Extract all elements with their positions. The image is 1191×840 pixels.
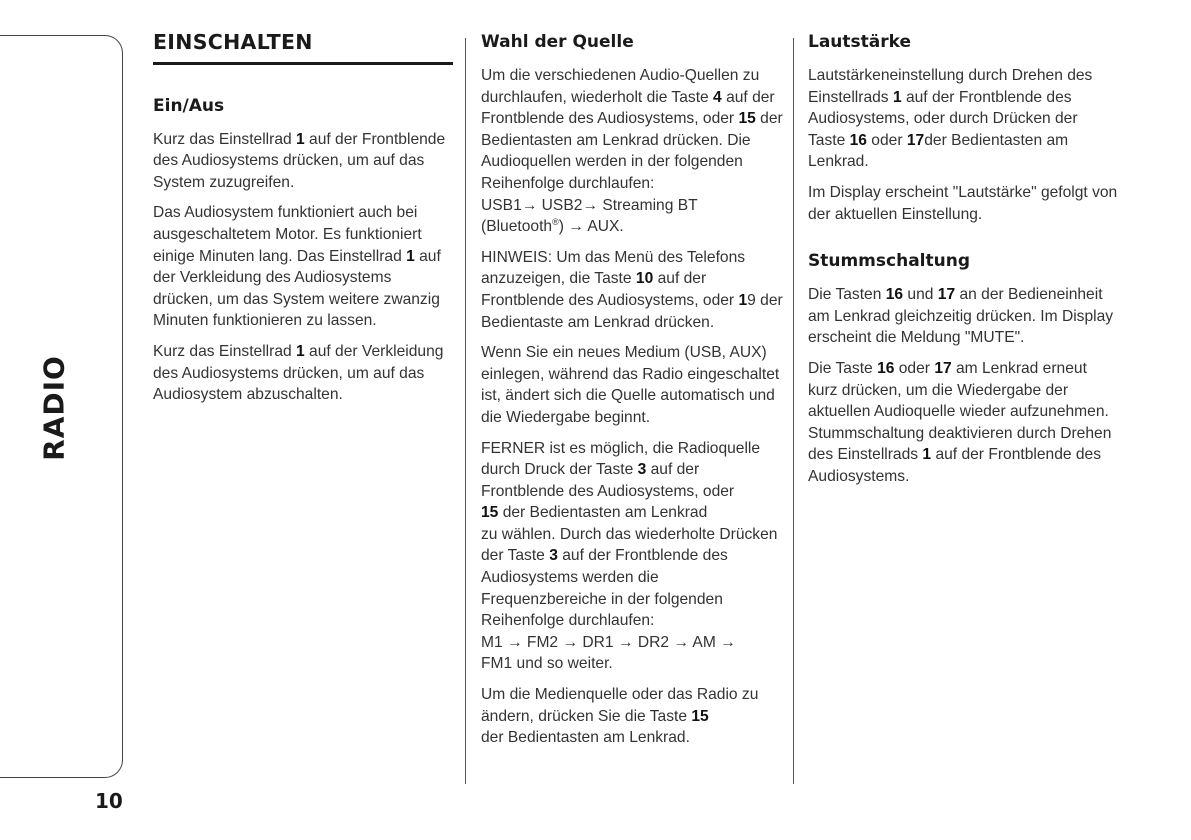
heading-stummschaltung: Stummschaltung <box>808 251 970 272</box>
paragraph: HINWEIS: Um das Menü des Telefons anzuzeigen, die Taste 10 auf der Frontblende des Audiosystems, oder 19 der Bedientaste am Lenkrad drücken. <box>481 248 783 331</box>
heading-wahl-der-quelle: Wahl der Quelle <box>481 32 634 52</box>
paragraph: Kurz das Einstellrad 1 auf der Verkleidung des Audiosystems drücken, um auf das Audiosystem abzuschalten. <box>153 342 444 404</box>
heading-ein-aus: Ein/Aus <box>153 95 225 116</box>
heading-lautstaerke: Lautstärke <box>808 32 912 52</box>
paragraph: Die Tasten 16 und 17 an der Bedieneinheit am Lenkrad gleichzeitig drücken. Im Display erscheint die Meldung "MUTE". <box>808 286 1114 347</box>
column-wahl-der-quelle <box>481 30 785 749</box>
page-number: 10 <box>95 789 123 813</box>
paragraph: Wenn Sie ein neues Medium (USB, AUX) einlegen, während das Radio eingeschaltet ist, ändert sich die Quelle automatisch und die Wiedergabe beginnt. <box>481 344 780 426</box>
paragraph: Die Taste 16 oder 17 am Lenkrad erneut kurz drücken, um die Wiedergabe der aktuellen Audioquelle wieder aufzunehmen. Stummschaltung deaktivieren durch Drehen des Einstellrads 1 auf der Frontblende des Audiosystems. <box>808 359 1112 485</box>
paragraph: Das Audiosystem funktioniert auch bei ausgeschaltetem Motor. Es funktioniert einige Minuten lang. Das Einstellrad 1 auf der Verkleidung des Audiosystems drücken, um das System weitere zwanzig Minuten funktionieren zu lassen. <box>153 204 441 330</box>
paragraph: Um die verschiedenen Audio-Quellen zu durchlaufen, wiederholt die Taste 4 auf der Frontblende des Audiosystems, oder 15 der Bedientasten am Lenkrad drücken. Die Audioquellen werden in der folgenden Reihenfolge durchlaufen: USB1→ USB2→ Streaming BT (Bluetooth®) → AUX. <box>481 67 783 236</box>
column-einschalten <box>153 30 453 415</box>
paragraph: FERNER ist es möglich, die Radioquelle durch Druck der Taste 3 auf der Frontblende des Audiosystems, oder 15 der Bedientasten am Lenkrad zu wählen. Durch das wiederholte Drücken der Taste 3 auf der Frontblende des Audiosystems werden die Frequenzbereiche in der folgenden Reihenfolge durchlaufen: M1 → FM2 → DR1 → DR2 → AM → FM1 und so weiter. <box>481 439 778 673</box>
column-lautstaerke <box>808 30 1118 497</box>
column-divider <box>465 38 466 784</box>
column-divider <box>793 38 794 784</box>
paragraph: Kurz das Einstellrad 1 auf der Frontblende des Audiosystems drücken, um auf das System zuzugreifen. <box>153 130 446 191</box>
section-tab-label: RADIO <box>37 355 71 461</box>
page-title: EINSCHALTEN <box>153 32 453 65</box>
paragraph: Im Display erscheint "Lautstärke" gefolgt von der aktuellen Einstellung. <box>808 183 1118 223</box>
paragraph: Lautstärkeneinstellung durch Drehen des Einstellrads 1 auf der Frontblende des Audiosystems, oder durch Drücken der Taste 16 oder 17der Bedientasten am Lenkrad. <box>808 67 1093 171</box>
paragraph: Um die Medienquelle oder das Radio zu ändern, drücken Sie die Taste 15 der Bedientasten am Lenkrad. <box>481 686 759 747</box>
